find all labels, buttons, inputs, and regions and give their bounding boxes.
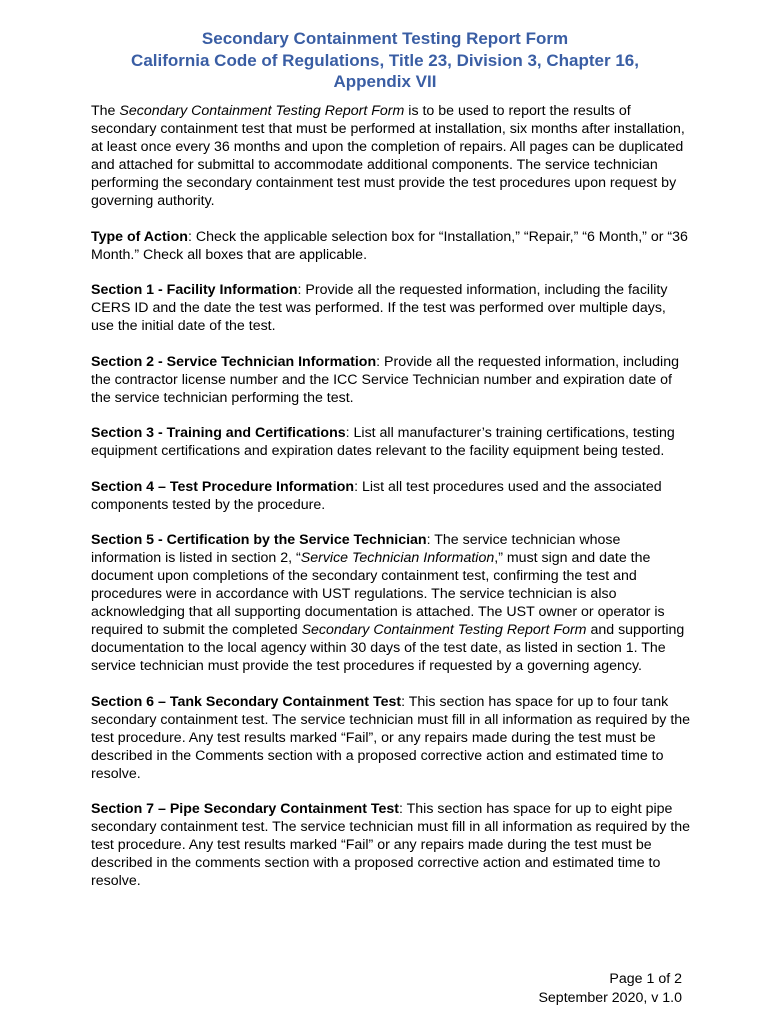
section-1-text: : Provide all the requested information, including the facility CERS ID and the date the test was performed. If the test was performed over multiple days, use the initial date of the test. [91,282,668,334]
section-7-paragraph [91,800,691,890]
section-2-paragraph [91,353,691,407]
intro-text-2: is to be used to report the results of secondary containment test that must be performed at installation, six months after installation, at least once every 36 months and upon the completion of repairs. All pages can be duplicated and attached for submittal to accommodate additional components. The service technician performing the secondary containment test must provide the test procedures upon request by governing authority. [91,103,685,209]
section-3-text: : List all manufacturer’s training certifications, testing equipment certifications and expiration dates relevant to the facility equipment being tested. [91,425,675,459]
section-4-text: : List all test procedures used and the associated components tested by the procedure. [91,478,662,513]
section-4-heading: Section 4 – Test Procedure Information [91,478,355,495]
title-line-2: California Code of Regulations, Title 23, Division 3, Chapter 16, [131,50,639,70]
type-of-action-text: : Check the applicable selection box for “Installation,” “Repair,” “6 Month,” or “36 Month.” Check all boxes that are applicable. [91,228,688,263]
section-5-italic-2: Secondary Containment Testing Report Form [301,622,587,638]
page-number: Page 1 of 2 [609,971,682,987]
version-date: September 2020, v 1.0 [538,990,682,1006]
title-line-3: Appendix VII [333,72,437,91]
section-6-paragraph [91,693,691,783]
section-6-text: : This section has space for up to four tank secondary containment test. The service technician must fill in all information as required by the test procedure. Any test results marked “Fail”, or any repairs made during the test must be described in the Comments section with a proposed corrective action and estimated time to resolve. [91,693,691,782]
section-5-text-3: and supporting documentation to the local agency within 30 days of the test date, as listed in section 1. The service technician must provide the test procedures if requested by a governing agency. [91,622,685,674]
intro-form-name: Secondary Containment Testing Report Form [119,103,405,119]
section-6-heading: Section 6 – Tank Secondary Containment Test [91,693,402,710]
section-7-text: : This section has space for up to eight pipe secondary containment test. The service technician must fill in all information as required by the test procedure. Any test results marked “Fail” or any repairs made during the test must be described in the comments section with a proposed corrective action and estimated time to resolve. [91,801,691,889]
document-title [60,28,710,93]
section-2-text: : Provide all the requested information, including the contractor license number and the ICC Service Technician number and expiration date of the service technician performing the test. [91,353,679,406]
section-4-paragraph [91,478,691,514]
section-2-heading: Section 2 - Service Technician Information [91,353,377,370]
section-1-heading: Section 1 - Facility Information [91,282,298,298]
section-1-paragraph [91,281,691,335]
section-5-paragraph [91,531,691,675]
section-3-heading: Section 3 - Training and Certifications [91,425,346,441]
page-footer [538,970,682,1008]
intro-text-1: The [91,103,120,119]
section-5-text-2: ,” must sign and date the document upon completions of the secondary containment test, confirming the test and procedures were in accordance with UST regulations. The service technician is also acknowledging that all supporting documentation is attached. The UST owner or operator is required to submit the completed [91,550,665,638]
type-of-action-heading: Type of Action [91,228,188,245]
type-of-action-paragraph [91,228,691,264]
section-5-text-1: : The service technician whose information is listed in section 2, “ [91,532,621,566]
document-body [91,102,691,908]
intro-paragraph [91,102,691,210]
title-line-1: Secondary Containment Testing Report Form [201,29,569,48]
section-5-italic-1: Service Technician Information [300,550,495,566]
section-7-heading: Section 7 – Pipe Secondary Containment Test [91,801,399,817]
section-3-paragraph [91,424,691,460]
section-5-heading: Section 5 - Certification by the Service Technician [91,532,427,548]
